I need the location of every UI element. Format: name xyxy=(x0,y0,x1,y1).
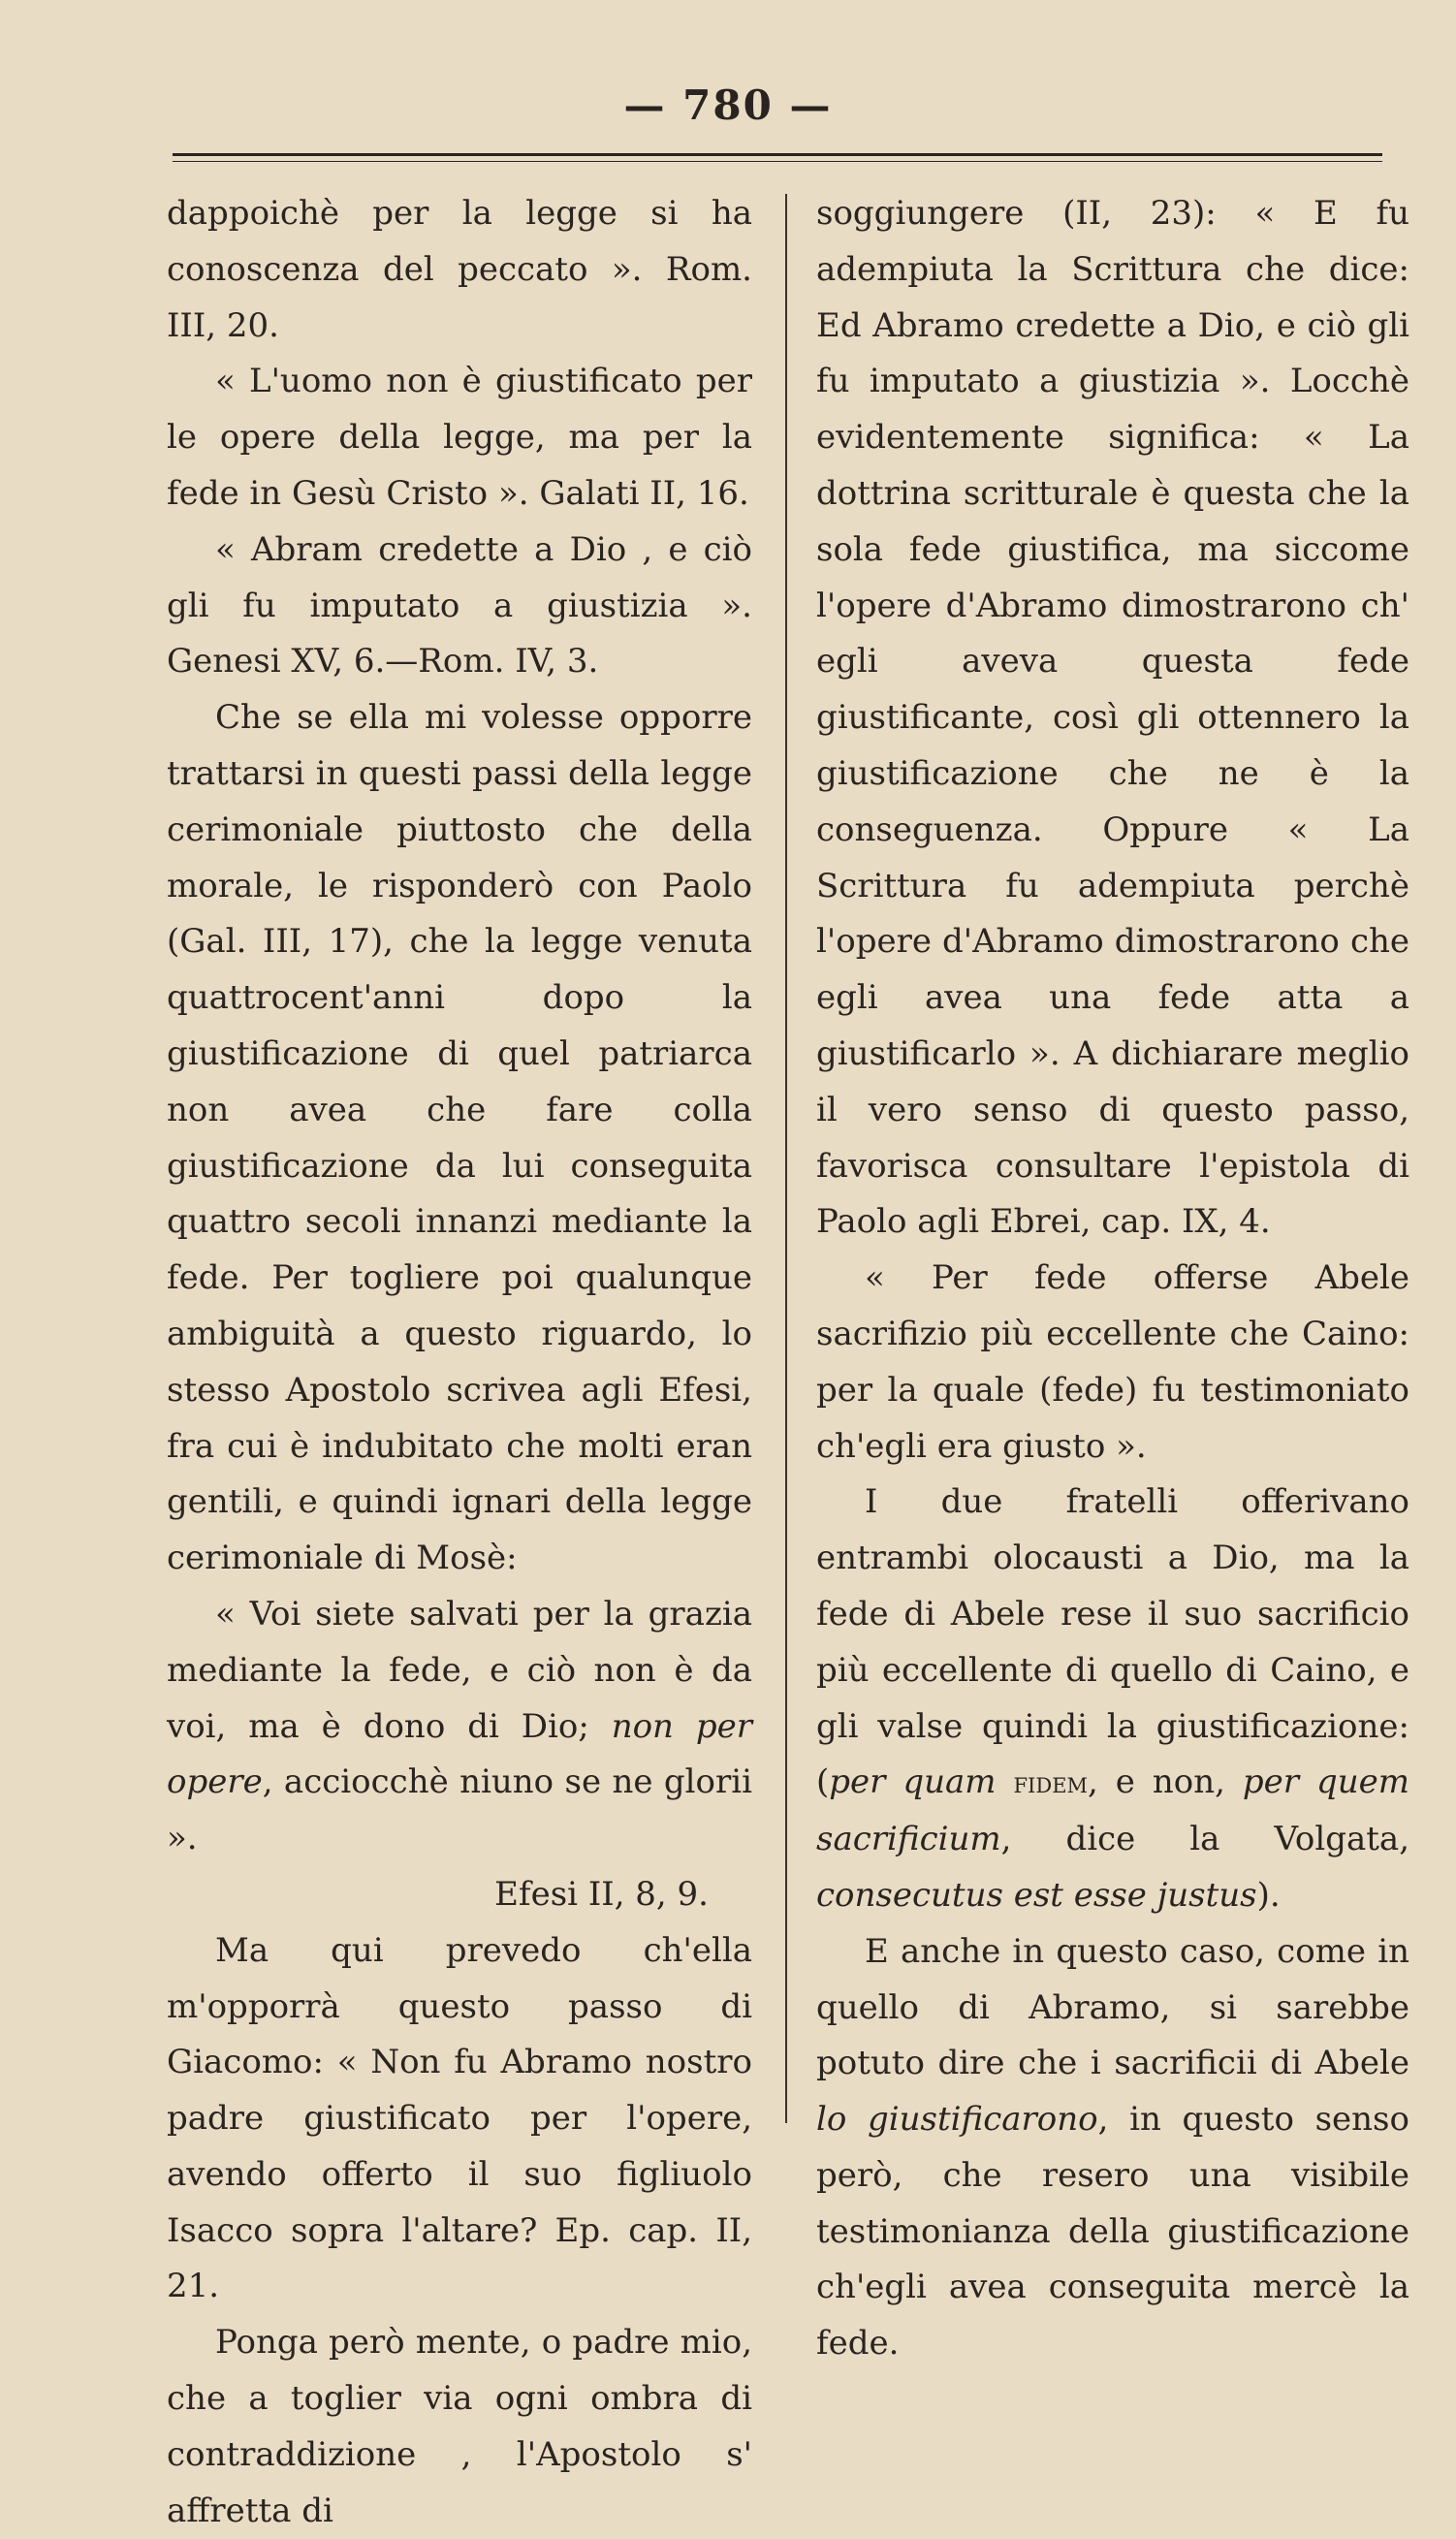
citation: Efesi II, 8, 9. xyxy=(494,1874,709,1914)
paragraph: Che se ella mi volesse opporre trattarsi in questi passi della legge cerimoniale piuttosto che della morale, le risponderò con Paolo (Gal. III, 17), che la legge venuta quattrocent'anni dopo la giustificazione di quel patriarca non avea che fare colla giustificazione da lui conseguita quattro secoli innanzi mediante la fede. Per togliere poi qualunque ambiguità a questo riguardo, lo stesso Apostolo scrivea agli Efesi, fra cui è indubitato che molti eran gentili, e quindi ignari della legge cerimoniale di Mosè: xyxy=(167,698,752,1578)
text-run: , e non, xyxy=(1088,1762,1243,1802)
quote-paragraph: « Per fede offerse Abele sacrifizio più eccellente che Caino: per la quale (fede) fu testimoniato ch'egli era giusto ». xyxy=(816,1258,1409,1466)
italic-text: consecutus est esse justus xyxy=(816,1875,1257,1915)
text-run: E anche in questo caso, come in quello di Abramo, si sarebbe potuto dire che i sacrificii di Abele xyxy=(816,1931,1409,2083)
text-run: ). xyxy=(1256,1875,1281,1915)
quote-paragraph xyxy=(167,1587,752,1867)
italic-text: per quam xyxy=(829,1762,997,1802)
text-run: , acciocchè niuno se ne glorii ». xyxy=(167,1762,752,1858)
text-run: I due fratelli offerivano entrambi olocausti a Dio, ma la fede di Abele rese il suo sacrificio più eccellente di quello di Caino, e gli valse quindi la giustificazione: ( xyxy=(816,1482,1409,1802)
text-run: , dice la Volgata, xyxy=(1000,1820,1409,1859)
quote-paragraph: « L'uomo non è giustificato per le opere della legge, ma per la fede in Gesù Cristo ». Galati II, 16. xyxy=(167,362,752,513)
paragraph: Ma qui prevedo ch'ella m'opporrà questo passo di Giacomo: « Non fu Abramo nostro padre giustificato per l'opere, avendo offerto il suo figliuolo Isacco sopra l'altare? Ep. cap. II, 21. xyxy=(167,1930,752,2306)
small-caps-text: fidem xyxy=(1013,1766,1089,1801)
header-rule xyxy=(173,153,1382,162)
italic-text: lo giustificarono xyxy=(816,2100,1098,2140)
right-column xyxy=(816,186,1409,2372)
paragraph xyxy=(816,1475,1409,1923)
column-divider xyxy=(785,194,787,2123)
italic-text: non per opere xyxy=(167,1706,752,1802)
left-column xyxy=(167,186,752,2539)
italic-text: per quem sacrificium xyxy=(816,1762,1409,1859)
quote-paragraph: « Abram credette a Dio , e ciò gli fu imputato a giustizia ». Genesi XV, 6.—Rom. IV, 3. xyxy=(167,529,752,682)
paragraph: soggiungere (II, 23): « E fu adempiuta la Scrittura che dice: Ed Abramo credette a Dio, e ciò gli fu imputato a giustizia ». Locchè evidentemente significa: « La dottrina scritturale è questa che la sola fede giustifica, ma siccome l'opere d'Abramo dimostrarono ch' egli aveva questa fede giustificante, così gli ottennero la giustificazione che ne è la conseguenza. Oppure « La Scrittura fu adempiuta perchè l'opere d'Abramo dimostrarono che egli avea una fede atta a giustificarlo ». A dichiarare meglio il vero senso di questo passo, favorisca consultare l'epistola di Paolo agli Ebrei, cap. IX, 4. xyxy=(816,194,1409,1242)
paragraph xyxy=(816,1924,1409,2372)
page-number: — 780 — xyxy=(623,81,833,129)
paragraph: dappoichè per la legge si ha conoscenza del peccato ». Rom. III, 20. xyxy=(167,194,752,345)
paragraph: Ponga però mente, o padre mio, che a toglier via ogni ombra di contraddizione , l'Apostolo s' affretta di xyxy=(167,2323,752,2530)
text-run: « Voi siete salvati per la grazia mediante la fede, e ciò non è da voi, ma è dono di Dio; xyxy=(167,1594,752,1746)
text-run: , in questo senso però, che resero una visibile testimonianza della giustificazione ch'egli avea conseguita mercè la fede. xyxy=(816,2100,1409,2364)
